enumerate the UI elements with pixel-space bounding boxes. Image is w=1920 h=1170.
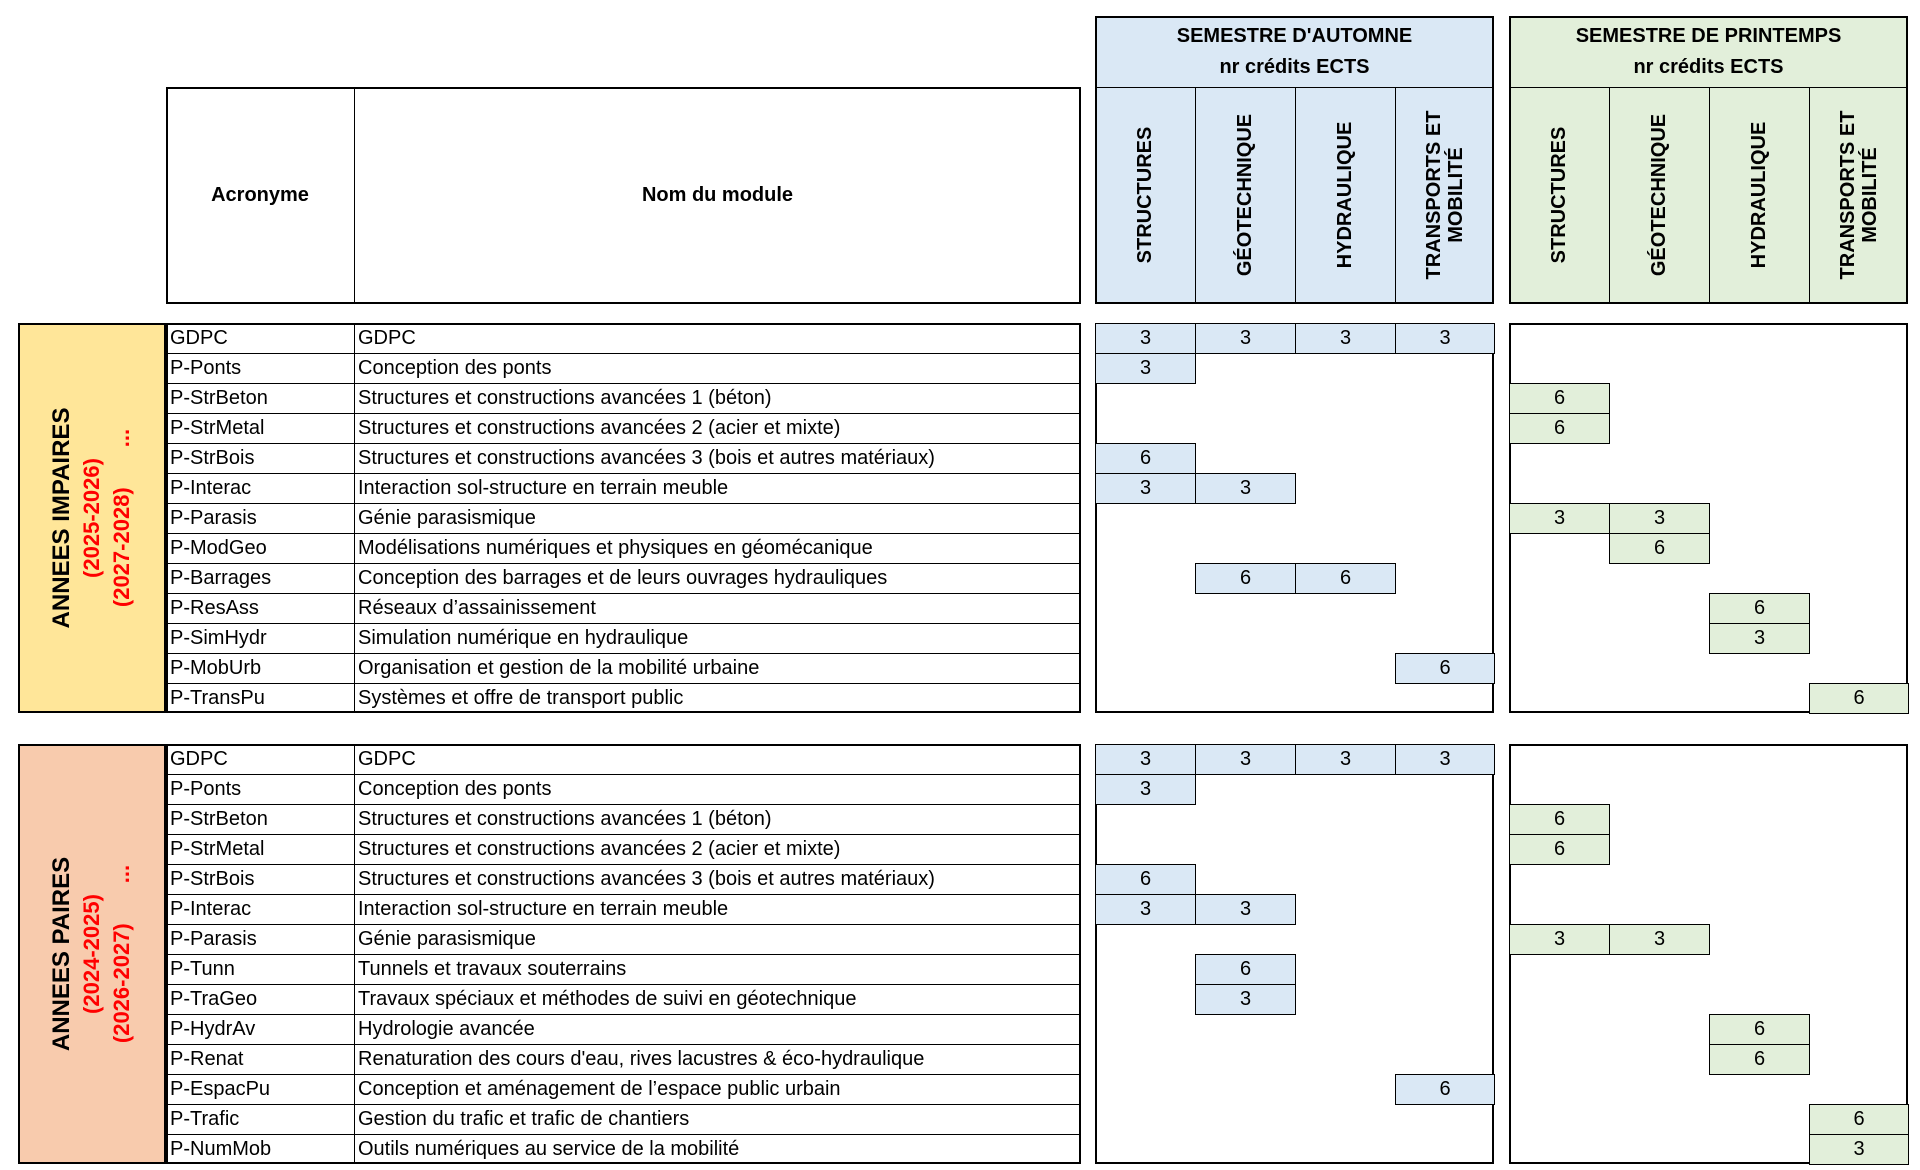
module-name: Structures et constructions avancées 1 (béton)	[358, 808, 772, 830]
module-name: Interaction sol-structure en terrain meuble	[358, 477, 729, 499]
module-acronym: P-Ponts	[170, 778, 242, 800]
header-autumn-title: SEMESTRE D'AUTOMNE	[1176, 25, 1413, 47]
spring-credit-cell: 6	[1609, 533, 1710, 564]
spring-credit-cell: 6	[1709, 1014, 1810, 1045]
spring-credit-cell: 6	[1709, 1044, 1810, 1075]
module-name: Simulation numérique en hydraulique	[358, 627, 689, 649]
module-name: Conception des barrages et de leurs ouvrages hydrauliques	[358, 567, 888, 589]
autumn-credit-cell: 6	[1095, 443, 1196, 474]
module-name: Structures et constructions avancées 3 (bois et autres matériaux)	[358, 447, 935, 469]
section-label-1	[37, 784, 147, 1124]
spring-credit-cell: 3	[1509, 503, 1610, 534]
spring-credit-cell: 6	[1509, 804, 1610, 835]
spring-col-header-line1: TRANSPORTS ET	[1836, 110, 1859, 280]
autumn-credit-cell: 3	[1195, 894, 1296, 925]
module-name: GDPC	[358, 327, 416, 349]
module-name: Travaux spéciaux et méthodes de suivi en géotechnique	[358, 988, 857, 1010]
autumn-credit-cell: 3	[1095, 353, 1196, 384]
module-acronym: P-ModGeo	[170, 537, 267, 559]
module-acronym: P-StrMetal	[170, 417, 265, 439]
module-acronym: P-Parasis	[170, 507, 257, 529]
module-acronym: P-ResAss	[170, 597, 259, 619]
module-acronym: P-StrBeton	[170, 808, 268, 830]
module-name: Systèmes et offre de transport public	[358, 687, 684, 709]
module-acronym: P-Interac	[170, 477, 252, 499]
autumn-credit-cell: 6	[1295, 563, 1396, 594]
spring-credit-cell: 6	[1509, 834, 1610, 865]
autumn-credit-cell: 6	[1195, 954, 1296, 985]
module-name: Structures et constructions avancées 3 (bois et autres matériaux)	[358, 868, 935, 890]
autumn-col-header-line1: HYDRAULIQUE	[1334, 121, 1356, 269]
autumn-credit-cell: 3	[1095, 894, 1196, 925]
autumn-credit-cell: 3	[1395, 744, 1495, 775]
module-acronym: P-StrBois	[170, 868, 255, 890]
spring-credit-cell: 6	[1509, 413, 1610, 444]
module-name: Génie parasismique	[358, 928, 536, 950]
module-name: Tunnels et travaux souterrains	[358, 958, 627, 980]
autumn-col-header-line2: MOBILITÉ	[1444, 147, 1467, 243]
module-acronym: P-Tunn	[170, 958, 235, 980]
module-acronym: GDPC	[170, 748, 228, 770]
spring-col-header-line1: STRUCTURES	[1548, 126, 1570, 264]
autumn-credit-cell: 6	[1395, 653, 1495, 684]
section-label-0	[37, 348, 147, 688]
autumn-col-header	[1415, 95, 1475, 295]
module-acronym: P-Parasis	[170, 928, 257, 950]
autumn-credit-cell: 3	[1295, 323, 1396, 354]
autumn-credit-cell: 3	[1395, 323, 1495, 354]
spring-col-header-line1: HYDRAULIQUE	[1748, 121, 1770, 269]
spring-col-divider	[1609, 87, 1610, 304]
module-name: Réseaux d’assainissement	[358, 597, 596, 619]
autumn-credit-cell: 3	[1195, 984, 1296, 1015]
autumn-col-divider	[1195, 87, 1196, 304]
autumn-credit-cell: 6	[1395, 1074, 1495, 1105]
module-acronym: P-StrMetal	[170, 838, 265, 860]
section-title: ANNEES IMPAIRES	[48, 407, 75, 629]
module-name: Conception des ponts	[358, 778, 552, 800]
autumn-credit-cell: 3	[1095, 473, 1196, 504]
spring-col-header	[1829, 95, 1889, 295]
spring-credit-cell: 6	[1809, 683, 1909, 714]
autumn-credit-cell: 3	[1195, 744, 1296, 775]
spring-credit-cell: 3	[1609, 924, 1710, 955]
spring-col-header	[1729, 95, 1789, 295]
spring-credit-cell: 6	[1509, 383, 1610, 414]
module-acronym: P-TraGeo	[170, 988, 258, 1010]
module-acronym: P-NumMob	[170, 1138, 272, 1160]
module-name: Structures et constructions avancées 2 (acier et mixte)	[358, 417, 841, 439]
spring-col-header	[1629, 95, 1689, 295]
autumn-credit-cell: 3	[1195, 473, 1296, 504]
spring-credit-cell: 3	[1609, 503, 1710, 534]
module-acronym: P-Interac	[170, 898, 252, 920]
autumn-credit-cell: 6	[1195, 563, 1296, 594]
spring-col-header	[1529, 95, 1589, 295]
autumn-credit-cell: 6	[1095, 864, 1196, 895]
spring-col-divider	[1709, 87, 1710, 304]
section-ellipsis: ...	[109, 864, 134, 884]
header-acronyme: Acronyme	[211, 184, 309, 206]
spring-credit-cell: 6	[1809, 1104, 1909, 1135]
module-name: Structures et constructions avancées 1 (béton)	[358, 387, 772, 409]
module-acronym: P-HydrAv	[170, 1018, 256, 1040]
spring-credit-cell: 3	[1509, 924, 1610, 955]
autumn-credit-cell: 3	[1095, 744, 1196, 775]
autumn-col-header-line1: TRANSPORTS ET	[1422, 110, 1445, 280]
spring-credit-cell: 3	[1809, 1134, 1909, 1165]
module-acronym: P-StrBeton	[170, 387, 268, 409]
spring-col-divider	[1809, 87, 1810, 304]
module-name: Outils numériques au service de la mobilité	[358, 1138, 740, 1160]
section-years-2-row	[107, 865, 137, 1043]
spring-col-header-line2: MOBILITÉ	[1858, 147, 1881, 243]
module-name: Organisation et gestion de la mobilité urbaine	[358, 657, 760, 679]
section-ellipsis: ...	[109, 428, 134, 448]
autumn-credit-cell: 3	[1095, 774, 1196, 805]
autumn-col-header	[1315, 95, 1375, 295]
autumn-credit-cell: 3	[1295, 744, 1396, 775]
module-name: Conception des ponts	[358, 357, 552, 379]
module-name: Conception et aménagement de l’espace public urbain	[358, 1078, 841, 1100]
section-years-2: (2026-2027)	[109, 923, 134, 1044]
header-spring-title: SEMESTRE DE PRINTEMPS	[1575, 25, 1842, 47]
autumn-credit-cell: 3	[1095, 323, 1196, 354]
autumn-col-header-line1: GÉOTECHNIQUE	[1234, 113, 1256, 277]
module-acronym: P-Barrages	[170, 567, 272, 589]
module-acronym: P-SimHydr	[170, 627, 267, 649]
module-acronym: P-TransPu	[170, 687, 265, 709]
header-nom-module: Nom du module	[641, 184, 794, 206]
section-years-1: (2024-2025)	[79, 894, 104, 1014]
module-acronym: P-Renat	[170, 1048, 244, 1070]
module-name: Génie parasismique	[358, 507, 536, 529]
autumn-col-divider	[1295, 87, 1296, 304]
autumn-col-divider	[1395, 87, 1396, 304]
section-title: ANNEES PAIRES	[48, 856, 75, 1052]
header-spring-subtitle: nr crédits ECTS	[1633, 56, 1784, 78]
autumn-col-header	[1215, 95, 1275, 295]
module-acronym: P-MobUrb	[170, 657, 262, 679]
module-name: Interaction sol-structure en terrain meuble	[358, 898, 729, 920]
module-name: Structures et constructions avancées 2 (acier et mixte)	[358, 838, 841, 860]
section-years-1: (2025-2026)	[79, 458, 104, 578]
spring-col-header-line1: GÉOTECHNIQUE	[1648, 113, 1670, 277]
module-name: Hydrologie avancée	[358, 1018, 535, 1040]
module-name: Gestion du trafic et trafic de chantiers	[358, 1108, 690, 1130]
module-name: GDPC	[358, 748, 416, 770]
module-acronym: P-EspacPu	[170, 1078, 271, 1100]
header-autumn-subtitle: nr crédits ECTS	[1219, 56, 1370, 78]
spring-credit-cell: 3	[1709, 623, 1810, 654]
section-years-2: (2027-2028)	[109, 487, 134, 608]
module-acronym: P-Trafic	[170, 1108, 240, 1130]
module-acronym: GDPC	[170, 327, 228, 349]
autumn-col-header-line1: STRUCTURES	[1134, 126, 1156, 264]
module-name: Renaturation des cours d'eau, rives lacustres & éco-hydraulique	[358, 1048, 925, 1070]
module-acronym: P-Ponts	[170, 357, 242, 379]
spring-credit-cell: 6	[1709, 593, 1810, 624]
autumn-credit-cell: 3	[1195, 323, 1296, 354]
module-name: Modélisations numériques et physiques en géomécanique	[358, 537, 873, 559]
autumn-col-header	[1115, 95, 1175, 295]
module-acronym: P-StrBois	[170, 447, 255, 469]
section-years-2-row	[107, 429, 137, 607]
